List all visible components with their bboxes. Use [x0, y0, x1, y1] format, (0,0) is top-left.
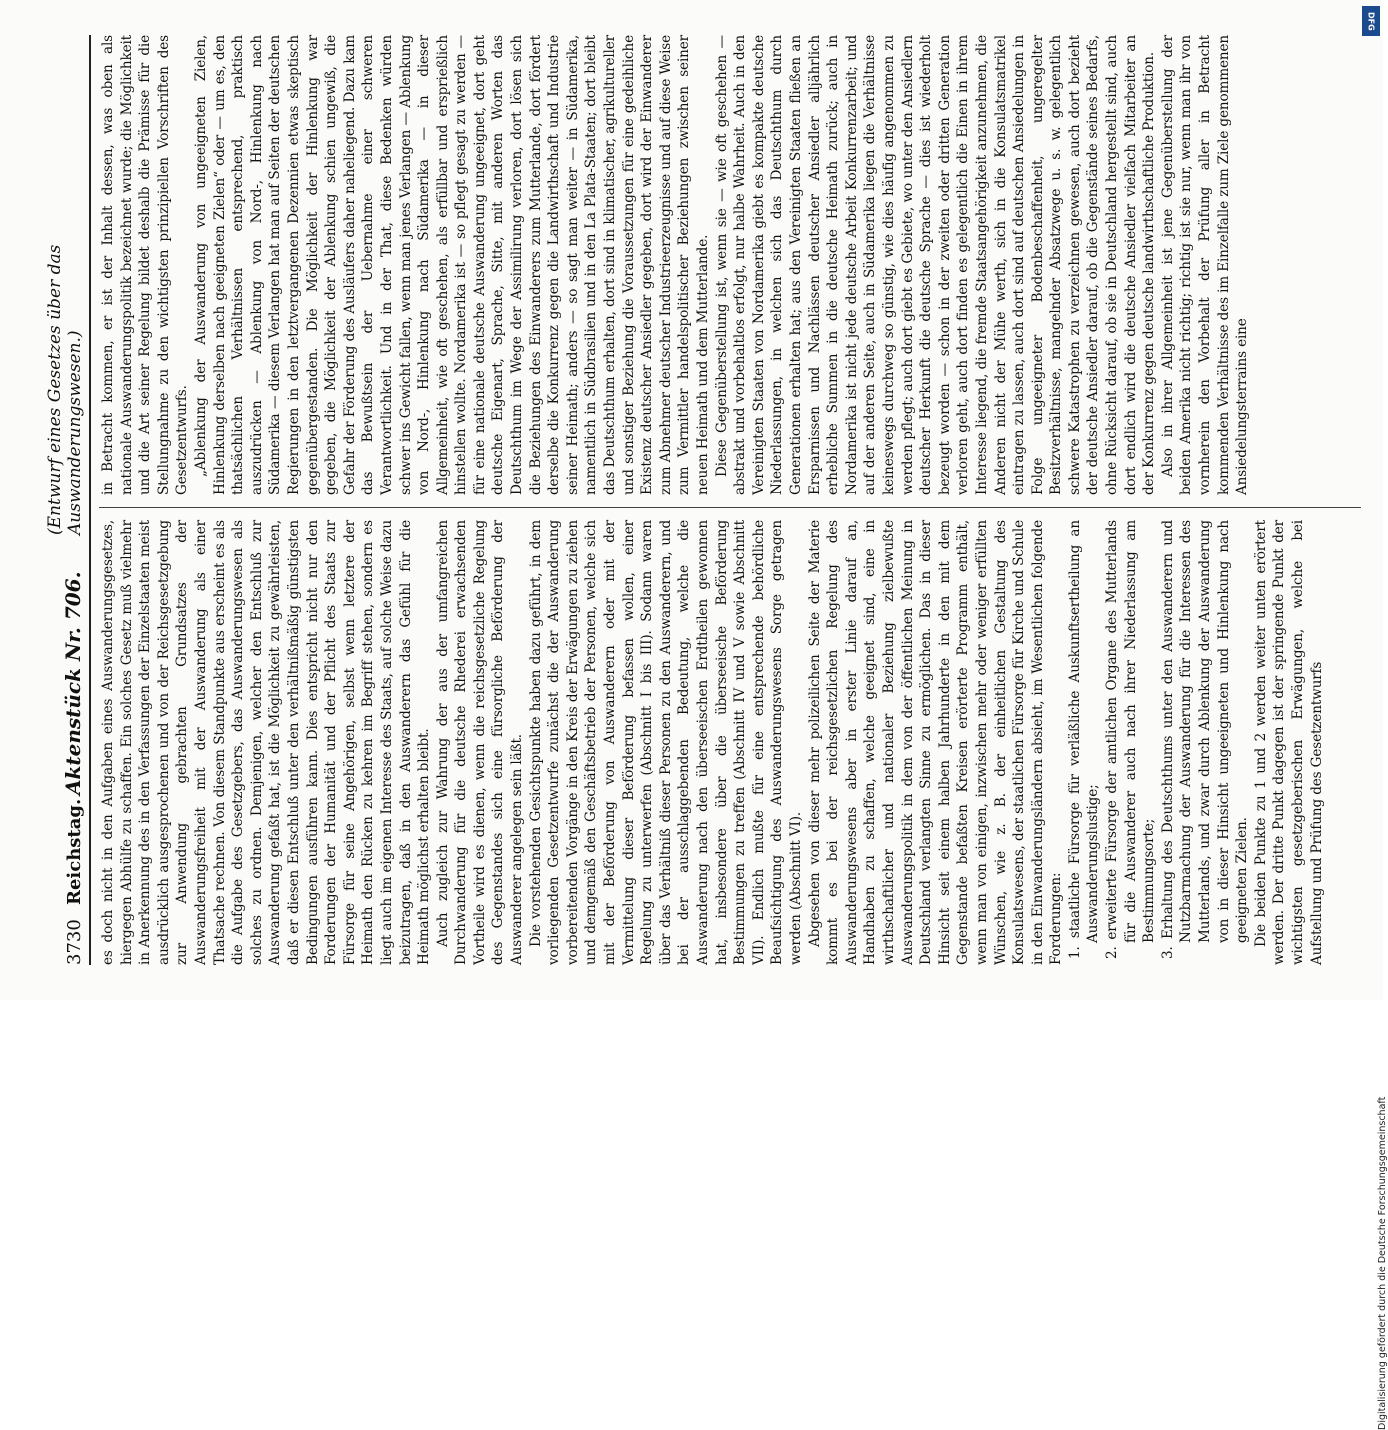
- list-item: 3. Erhaltung des Deutschthums unter den Auswanderern und Nutzbarmachung der Auswanderung für die Interessen des Mutterlands, und zwar durch Ablenkung der Auswanderung von in dieser Hinsicht ungeeigneten und Hinlenkung nach geeigneten Zielen.: [1159, 520, 1251, 959]
- paragraph: Diese Gegenüberstellung ist, wenn sie — wie oft geschehen — abstrakt und vorbehaltlos erfolgt, nur halbe Wahrheit. Auch in den Vereinigten Staaten von Nordamerika giebt es kompakte deutsche Niederlassungen, in welchen sich das Deutschthum durch Generationen erhalten hat; aus den Vereinigten Staaten fließen an Ersparnissen und Nachlässen deutscher Ansiedler alljährlich erhebliche Summen in die deutsche Heimath zurück; auch in Nordamerika ist nicht jede deutsche Arbeit Konkurrenzarbeit; und auf der anderen Seite, auch in Südamerika liegen die Verhältnisse keineswegs durchweg so günstig, wie dies häufig angenommen zu werden pflegt; auch dort giebt es Gebiete, wo unter den Ansiedlern deutscher Herkunft die deutsche Sprache — dies ist wiederholt bezeugt worden — schon in der zweiten oder dritten Generation verloren geht, auch dort finden es gelegentlich die Einen in ihrem Interesse liegend, die fremde Staatsangehörigkeit anzunehmen, die Anderen nicht der Mühe werth, sich in die Konsulatsmatrikel eintragen zu lassen, auch dort sind auf deutschen Ansiedelungen in Folge ungeeigneter Bodenbeschaffenheit, ungeregelter Besitzverhältnisse, mangelnder Absatzwege u. s. w. gelegentlich schwere Katastrophen zu verzeichnen gewesen, auch dort bezieht der deutsche Ansiedler darauf, ob die Gegenstände seines Bedarfs, ohne Rücksicht darauf, ob sie in Deutschland hergestellt sind, auch dort endlich wird die deutsche Ansiedler vielfach Mitarbeiter an der Konkurrenz gegen deutsche landwirthschaftliche Produktion.: [713, 35, 1158, 495]
- paragraph: Abgesehen von dieser mehr polizeilichen Seite der Materie kommt es bei der reichsgesetzlichen Regelung des Auswanderungswesens aber in erster Linie darauf an, Handhaben zu schaffen, welche geeignet sind, eine in wirthschaftlicher und nationaler Beziehung zielbewußte Auswanderungspolitik in dem von der öffentlichen Meinung in Deutschland verlangten Sinne zu ermöglichen. Das in dieser Hinsicht seit einem halben Jahrhunderte in den mit dem Gegenstande befaßten Kreisen erörterte Programm enthält, wenn man von einigen, inzwischen mehr oder weniger erfüllten Wünschen, wie z. B. der einheitlichen Gestaltung des Konsulatswesens, der staatlichen Fürsorge für Kirche und Schule in den Einwanderungsländern absieht, im Wesentlichen folgende Forderungen:: [806, 520, 1065, 965]
- left-column: [99, 520, 1364, 965]
- paragraph: „Ablenkung der Auswanderung von ungeeigneten Zielen, Hinlenkung derselben nach geeigneten Zielen“ oder — um es, den thatsächlichen Verhältnissen entsprechend, praktisch auszudrücken — Ablenkung von Nord-, Hinlenkung nach Südamerika — diesem Verlangen hat man auf Seiten der deutschen Regierungen in den letztvergangenen Dezennien etwas skeptisch gegenübergestanden. Die Möglichkeit der Hinlenkung war gegeben, die Möglichkeit der Ablenkung schien ungewiß, die Gefahr der Förderung des Ausläufers daher naheliegend. Dazu kam das Bewußtsein der Uebernahme einer schweren Verantwortlichkeit. Und in der That, diese Bedenken würden schwer ins Gewicht fallen, wenn man jenes Verlangen — Ablenkung von Nord-, Hinlenkung nach Südamerika — in dieser Allgemeinheit, wie oft geschehen, als erfüllbar und ersprießlich hinstellen wollte. Nordamerika ist — so pflegt gesagt zu werden — für eine nationale deutsche Auswanderung ungeeignet, dort geht deutsche Eigenart, Sprache, Sitte, mit anderen Worten das Deutschthum im Wege der Assimilirung verloren, dort lösen sich die Beziehungen des Einwanderers zum Mutterlande, dort fördert derselbe die Konkurrenz gegen die Landwirthschaft und Industrie seiner Heimath; anders — so sagt man weiter — in Südamerika, namentlich in Südbrasilien und in den La Plata-Staaten; dort bleibt das Deutschthum erhalten, dort sind in klimatischer, agrikultureller und sonstiger Beziehung die Voraussetzungen für eine gedeihliche Existenz deutscher Ansiedler gegeben, dort wird der Einwanderer zum Abnehmer deutscher Industrieerzeugnisse und auf diese Weise zum Vermittler handelspolitischer Beziehungen zwischen seiner neuen Heimath und dem Mutterlande.: [192, 35, 711, 495]
- list-item: 1. staatliche Fürsorge für verläßliche Auskunftsertheilung an Auswanderungslustige;: [1066, 520, 1102, 959]
- document-number: Aktenstück Nr. 706.: [61, 571, 85, 795]
- paragraph: Auch zugleich zur Wahrung der aus der umfangreichen Durchwanderung für die deutsche Rhederei erwachsenden Vortheile wird es dienen, wenn die reichsgesetzliche Regelung des Gegenstandes sich eine fürsorgliche Beförderung der Auswanderer angelegen sein läßt.: [434, 520, 526, 965]
- header-rule: [89, 35, 91, 965]
- rotated-page-content: [35, 35, 1370, 965]
- page-number: 3730: [64, 919, 85, 965]
- session-label: Reichstag.: [64, 798, 85, 905]
- list-item: 2. erweiterte Fürsorge der amtlichen Organe des Mutterlands für die Auswanderer auch nach ihrer Niederlassung am Bestimmungsorte;: [1104, 520, 1158, 959]
- document-title: (Entwurf eines Gesetzes über das Auswanderungswesen.): [45, 244, 85, 535]
- page-header: [35, 35, 85, 965]
- paragraph: Die vorstehenden Gesichtspunkte haben dazu geführt, in dem vorliegenden Gesetzentwurfe zunächst die der Auswanderung vorbereitenden Vorgänge in den Kreis der Erwägungen zu ziehen und demgemäß den Geschäftsbetrieb der Personen, welche sich mit der Beförderung von Auswanderern oder mit der Vermittelung dieser Beförderung befassen wollen, einer Regelung zu unterwerfen (Abschnitt I bis III). Sodann waren über das Verhältniß dieser Personen zu den Auswanderern, und bei der ausschlaggebenden Bedeutung, welche die Auswanderung nach den überseeischen Erdtheilen gewonnen hat, insbesondere über die überseeische Beförderung Bestimmungen zu treffen (Abschnitt IV und V sowie Abschnitt VII). Endlich mußte für eine entsprechende behördliche Beaufsichtigung des Auswanderungswesens Sorge getragen werden (Abschnitt VI).: [527, 520, 804, 965]
- column-divider: [99, 507, 1361, 508]
- dfg-logo: DFG: [1362, 6, 1380, 36]
- paragraph: Also in ihrer Allgemeinheit ist jene Gegenüberstellung der beiden Amerika nicht richtig; richtig ist sie nur, wenn man ihr von vornherein den Vorbehalt der Prüfung aller in Betracht kommenden Verhältnisse des im Einzelfalle zum Ziele genommenen Ansiedelungsterrains eine: [1159, 35, 1251, 495]
- paragraph: Die beiden Punkte zu 1 und 2 werden weiter unten erörtert werden. Der dritte Punkt dagegen ist der springende Punkt der wichtigsten gesetzgeberischen Erwägungen, welche bei Aufstellung und Prüfung des Gesetzentwurfs: [1252, 520, 1325, 965]
- right-column: [99, 35, 1364, 495]
- paragraph: es doch nicht in den Aufgaben eines Auswanderungsgesetzes, hiergegen Abhülfe zu schaffen. Ein solches Gesetz muß vielmehr in Anerkennung des in den Verfassungen der Einzelstaaten meist ausdrücklich ausgesprochenen und von der Reichsgesetzgebung zur Anwendung gebrachten Grundsatzes der Auswanderungsfreiheit mit der Auswanderung als einer Thatsache rechnen. Von diesem Standpunkte aus erscheint es als die Aufgabe des Gesetzgebers, das Auswanderungswesen als solches zu ordnen. Demjenigen, welcher den Entschluß zur Auswanderung gefaßt hat, ist die Möglichkeit zu gewährleisten, daß er diesen Entschluß unter den verhältnißmäßig günstigsten Bedingungen ausführen kann. Dies entspricht nicht nur den Forderungen der Humanität und der Pflicht des Staats zur Fürsorge für seine Angehörigen, selbst wenn letztere der Heimath den Rücken zu kehren im Begriff stehen, sondern es liegt auch im eigenen Interesse des Staats, auf solche Weise dazu beizutragen, daß in den Auswanderern das Gefühl für die Heimath möglichst erhalten bleibt.: [100, 520, 433, 965]
- digitization-credit: Digitalisierung gefördert durch die Deutsche Forschungsgemeinschaft: [1377, 1096, 1388, 1430]
- paragraph: in Betracht kommen, er ist der Inhalt dessen, was oben als nationale Auswanderungspolitik bezeichnet wurde; die Möglichkeit und die Art seiner Regelung bildet deshalb die Prämisse für die Stellungnahme zu den wichtigsten prinzipiellen Vorschriften des Gesetzentwurfs.: [100, 35, 191, 495]
